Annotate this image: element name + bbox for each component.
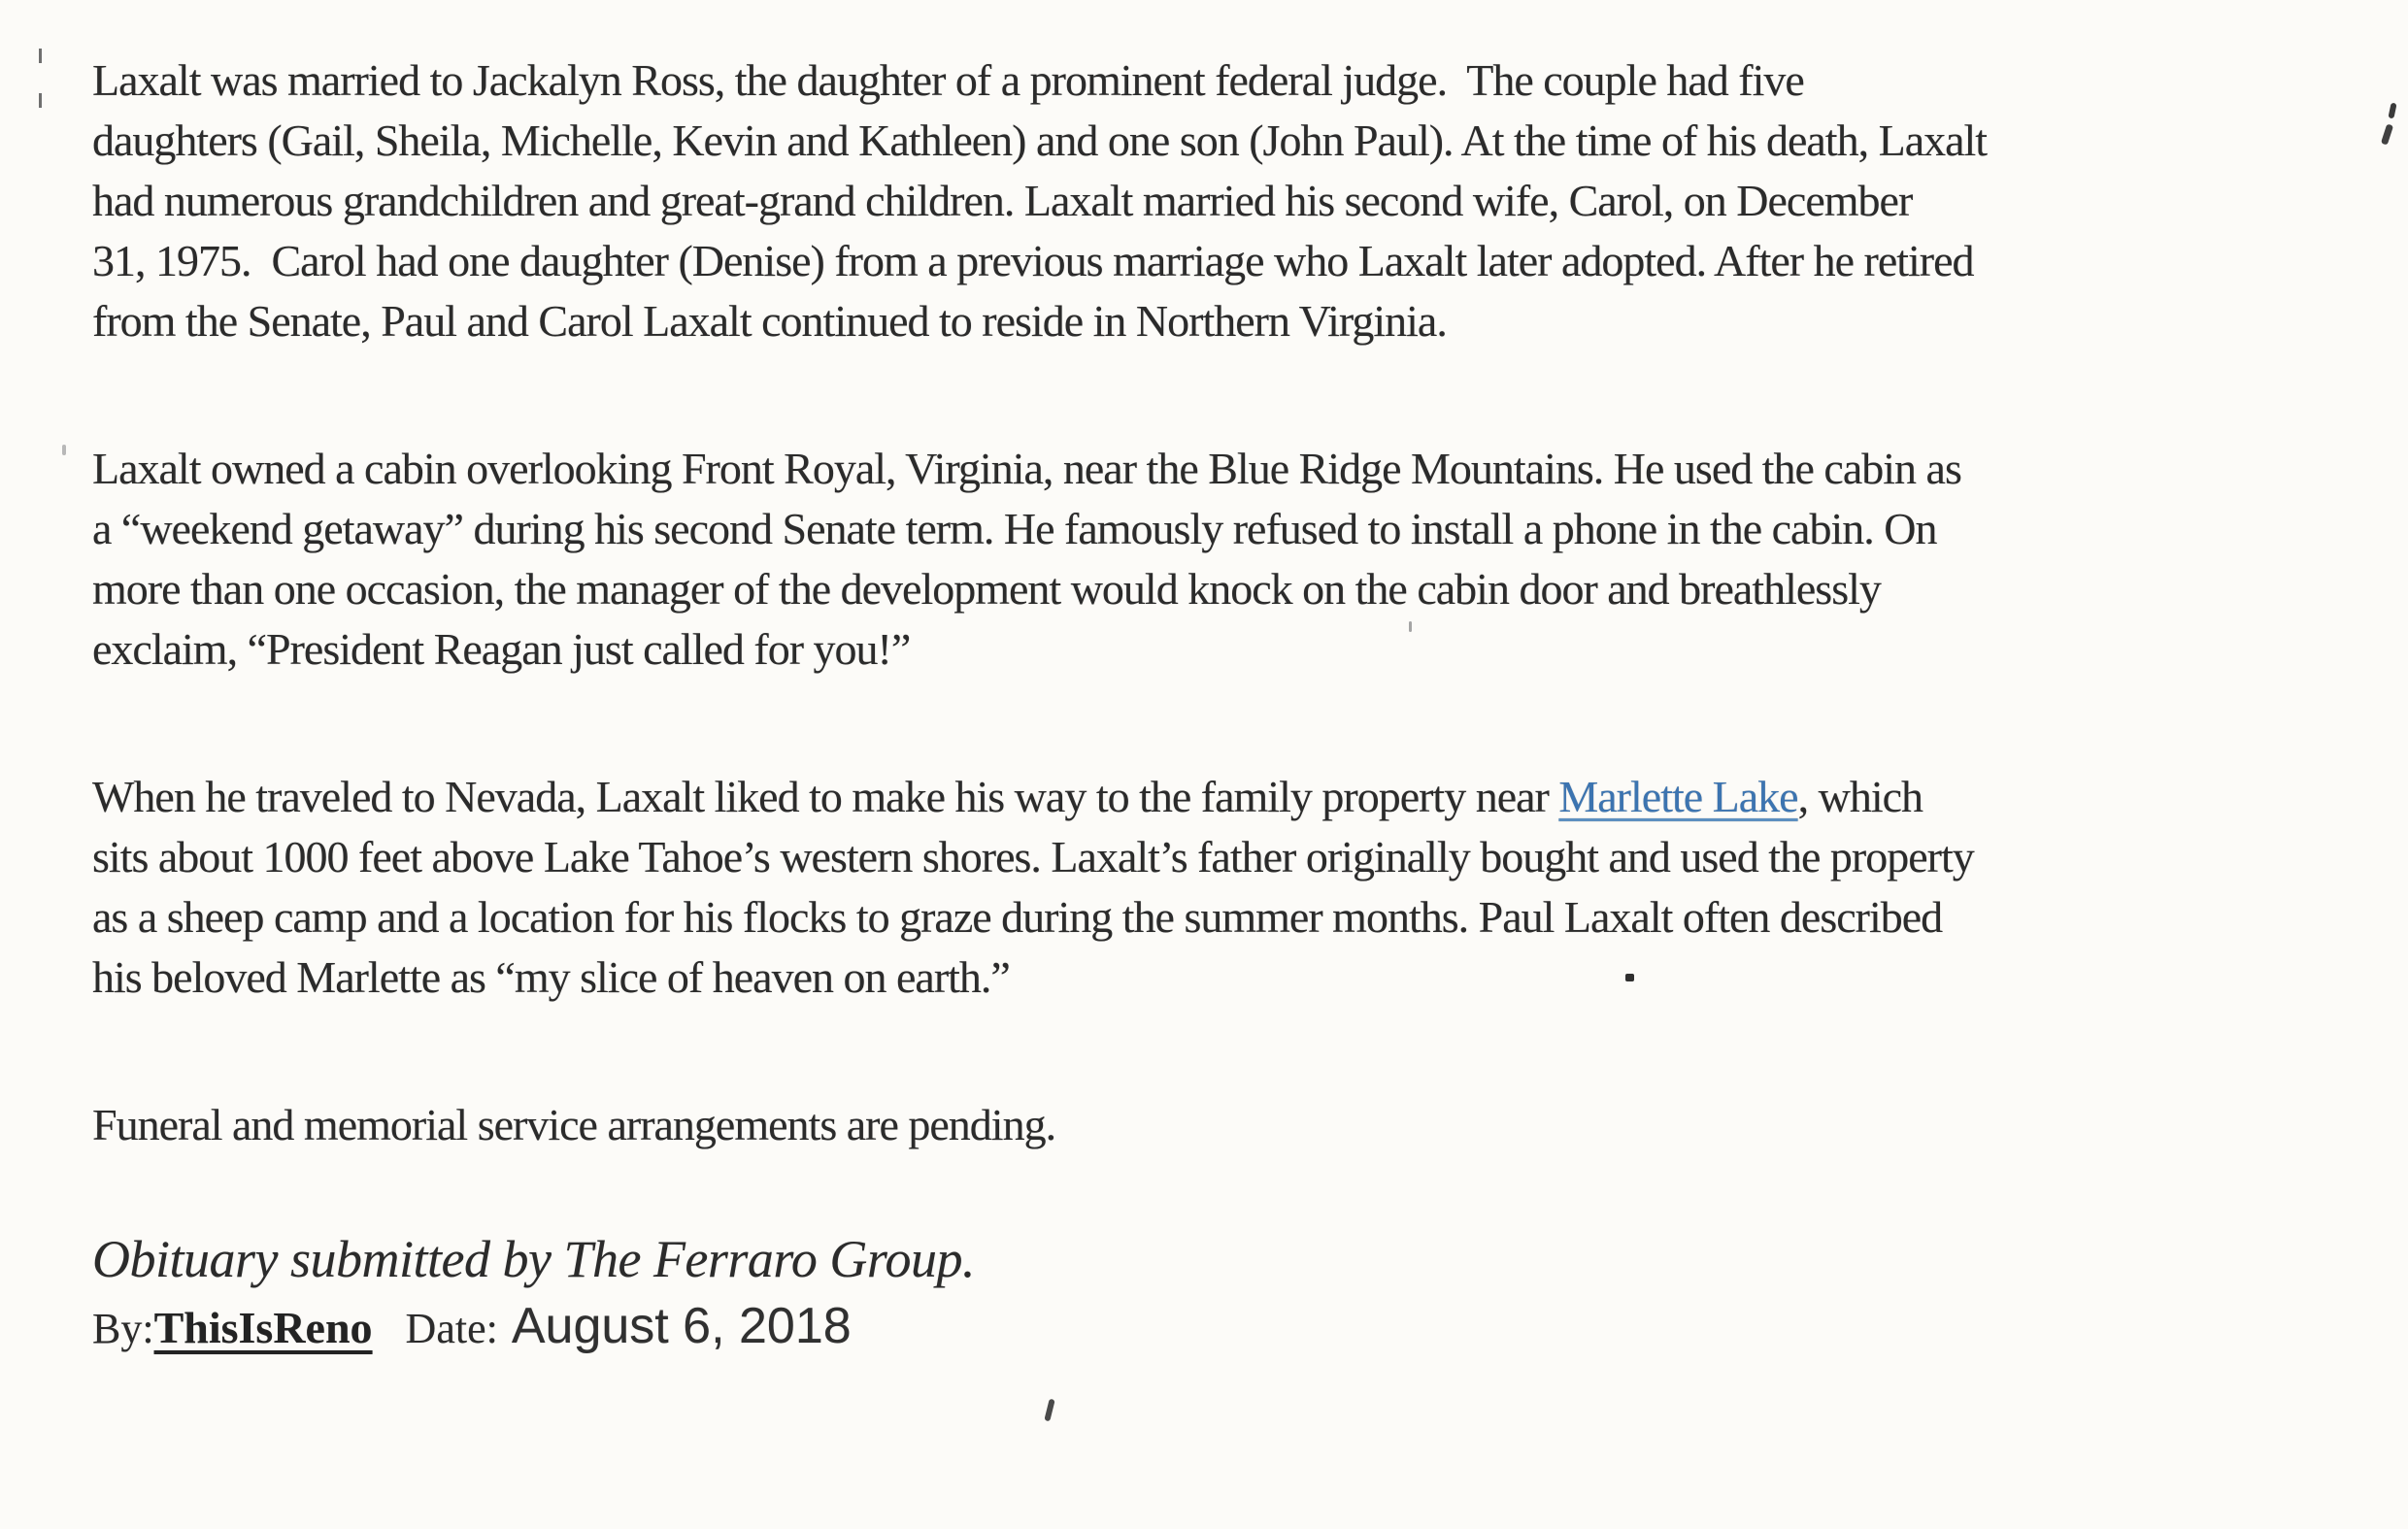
text-line: Laxalt owned a cabin overlooking Front Royal, Virginia, near the Blue Ridge Mountains. He used the cabin as [92, 444, 1961, 493]
date-value: August 6, 2018 [511, 1298, 852, 1354]
paragraph-funeral [92, 1095, 2350, 1155]
scan-artifact [39, 49, 42, 63]
text-line [92, 767, 2350, 827]
text-line: a “weekend getaway” during his second Senate term. He famously refused to install a phone in the cabin. On [92, 504, 1937, 553]
marlette-line-before-link: When he traveled to Nevada, Laxalt liked to make his way to the family property near [92, 772, 1559, 821]
text-line: sits about 1000 feet above Lake Tahoe’s western shores. Laxalt’s father originally bought and used the property [92, 832, 1974, 881]
marlette-lake-link[interactable]: Marlette Lake [1558, 772, 1798, 821]
scan-artifact [39, 93, 42, 108]
text-line: daughters (Gail, Sheila, Michelle, Kevin and Kathleen) and one son (John Paul). At the time of his death, Laxalt [92, 116, 1988, 165]
obituary-credit-line: Obituary submitted by The Ferraro Group. [92, 1230, 975, 1288]
text-line: 31, 1975. Carol had one daughter (Denise) from a previous marriage who Laxalt later adopted. After he retired [92, 236, 1974, 285]
text-line: from the Senate, Paul and Carol Laxalt continued to reside in Northern Virginia. [92, 296, 1447, 346]
scan-artifact [1409, 621, 1412, 632]
by-label: By: [92, 1305, 154, 1352]
text-line: Funeral and memorial service arrangements are pending. [92, 1100, 1056, 1149]
text-line: Laxalt was married to Jackalyn Ross, the daughter of a prominent federal judge. The couple had five [92, 55, 1804, 105]
text-line: more than one occasion, the manager of the development would knock on the cabin door and breathlessly [92, 564, 1881, 614]
scan-artifact [1625, 974, 1634, 981]
thisisreno-author-link[interactable]: ThisIsReno [153, 1303, 373, 1352]
paragraph-cabin [92, 439, 2350, 680]
text-line: his beloved Marlette as “my slice of heaven on earth.” [92, 952, 1010, 1002]
text-line: exclaim, “President Reagan just called for you!” [92, 624, 911, 674]
byline [92, 1299, 2350, 1356]
paragraph-marlette [92, 767, 2350, 1008]
text-line: had numerous grandchildren and great-grand children. Laxalt married his second wife, Carol, on December [92, 176, 1913, 225]
paragraph-family [92, 50, 2350, 351]
marlette-line-after-link: , which [1797, 772, 1923, 821]
date-label: Date: [405, 1305, 498, 1352]
scan-artifact [62, 445, 66, 455]
text-line: as a sheep camp and a location for his flocks to graze during the summer months. Paul Laxalt often described [92, 892, 1943, 942]
